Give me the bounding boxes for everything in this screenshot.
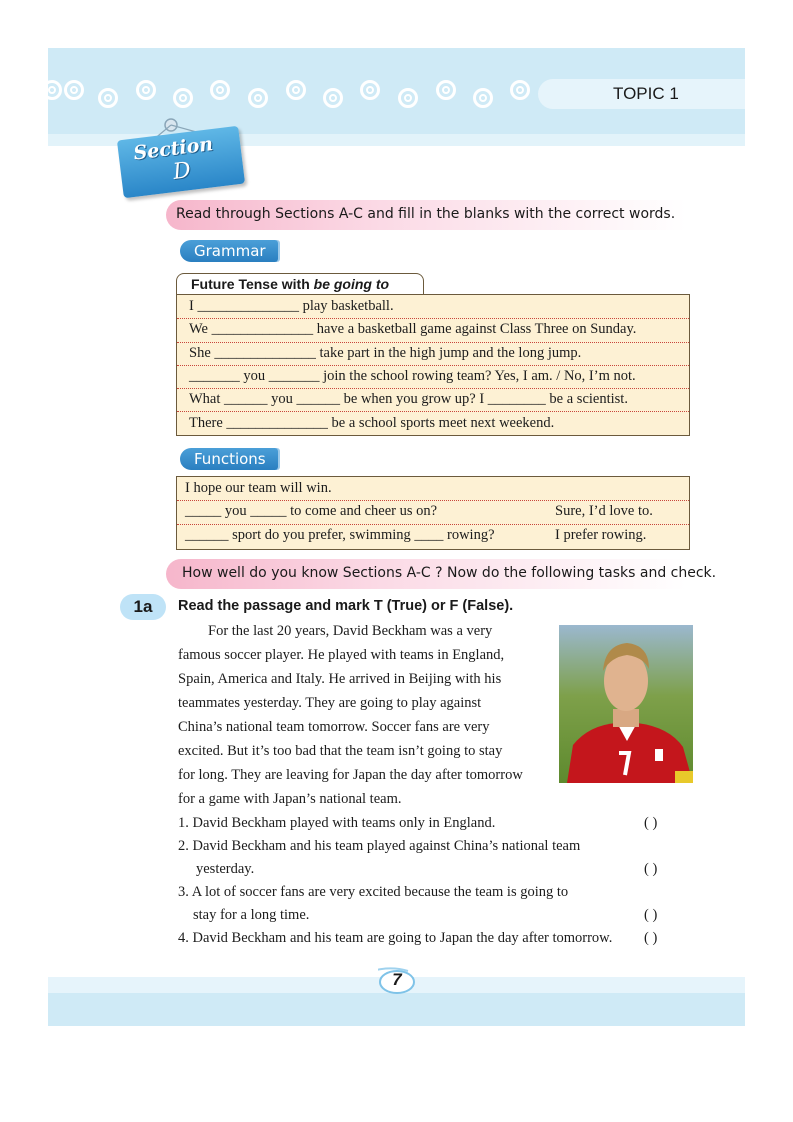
question-4: 4. David Beckham and his team are going to Japan the day after tomorrow. <box>178 930 613 946</box>
exercise-badge: 1a <box>120 594 166 620</box>
grammar-row: I ______________ play basketball. <box>177 295 689 319</box>
instruction-text: Read through Sections A-C and fill in the blanks with the correct words. <box>176 206 676 222</box>
passage-line: teammates yesterday. They are going to play against <box>178 695 482 711</box>
passage-line: Spain, America and Italy. He arrived in Beijing with his <box>178 671 502 687</box>
answer-blank[interactable]: ( ) <box>644 930 658 946</box>
answer-blank[interactable]: ( ) <box>644 815 658 831</box>
answer-blank[interactable]: ( ) <box>644 861 658 877</box>
passage-line: For the last 20 years, David Beckham was a very <box>208 623 493 639</box>
grammar-title-tab <box>176 273 424 296</box>
functions-row: ______ sport do you prefer, swimming ____ rowing? I prefer rowing. <box>185 526 647 543</box>
passage-line: famous soccer player. He played with teams in England, <box>178 647 505 663</box>
question-3-cont: stay for a long time. <box>193 907 310 923</box>
instruction-text: How well do you know Sections A-C ? Now do the following tasks and check. <box>182 565 717 581</box>
passage-line: China’s national team tomorrow. Soccer fans are very <box>178 719 490 735</box>
page-number: 7 <box>392 970 402 989</box>
page-number-badge <box>378 967 416 995</box>
grammar-row: There ______________ be a school sports meet next weekend. <box>189 414 555 431</box>
grammar-row: What ______ you ______ be when you grow up? I ________ be a scientist. <box>177 388 689 412</box>
grammar-table <box>176 294 690 436</box>
question-2: 2. David Beckham and his team played against China’s national team <box>178 838 581 854</box>
exercise-title: Read the passage and mark T (True) or F (False). <box>178 598 514 614</box>
textbook-page <box>48 48 745 1026</box>
passage-line: for long. They are leaving for Japan the day after tomorrow <box>178 767 523 783</box>
grammar-title: Future Tense with be going to <box>191 276 390 292</box>
functions-row: _____ you _____ to come and cheer us on? Sure, I’d love to. <box>177 500 689 524</box>
grammar-row: She ______________ take part in the high jump and the long jump. <box>177 342 689 366</box>
functions-table <box>176 476 690 550</box>
grammar-row: We ______________ have a basketball game against Class Three on Sunday. <box>177 318 689 342</box>
functions-label: Functions <box>180 448 278 470</box>
answer-blank[interactable]: ( ) <box>644 907 658 923</box>
decorative-circles <box>48 78 548 118</box>
question-3: 3. A lot of soccer fans are very excited because the team is going to <box>178 884 569 900</box>
topic-label: TOPIC 1 <box>613 84 679 103</box>
grammar-row: _______ you _______ join the school rowing team? Yes, I am. / No, I’m not. <box>177 365 689 389</box>
passage-line: for a game with Japan’s national team. <box>178 791 402 807</box>
question-2-cont: yesterday. <box>196 861 255 877</box>
footer-band <box>48 993 745 1026</box>
section-word: Section <box>132 133 215 165</box>
section-letter: D <box>171 157 193 185</box>
grammar-label: Grammar <box>180 240 278 262</box>
passage-line: excited. But it’s too bad that the team isn’t going to stay <box>178 743 503 759</box>
question-1: 1. David Beckham played with teams only in England. <box>178 815 496 831</box>
functions-row: I hope our team will win. <box>177 477 689 501</box>
soccer-player-photo <box>559 625 693 783</box>
